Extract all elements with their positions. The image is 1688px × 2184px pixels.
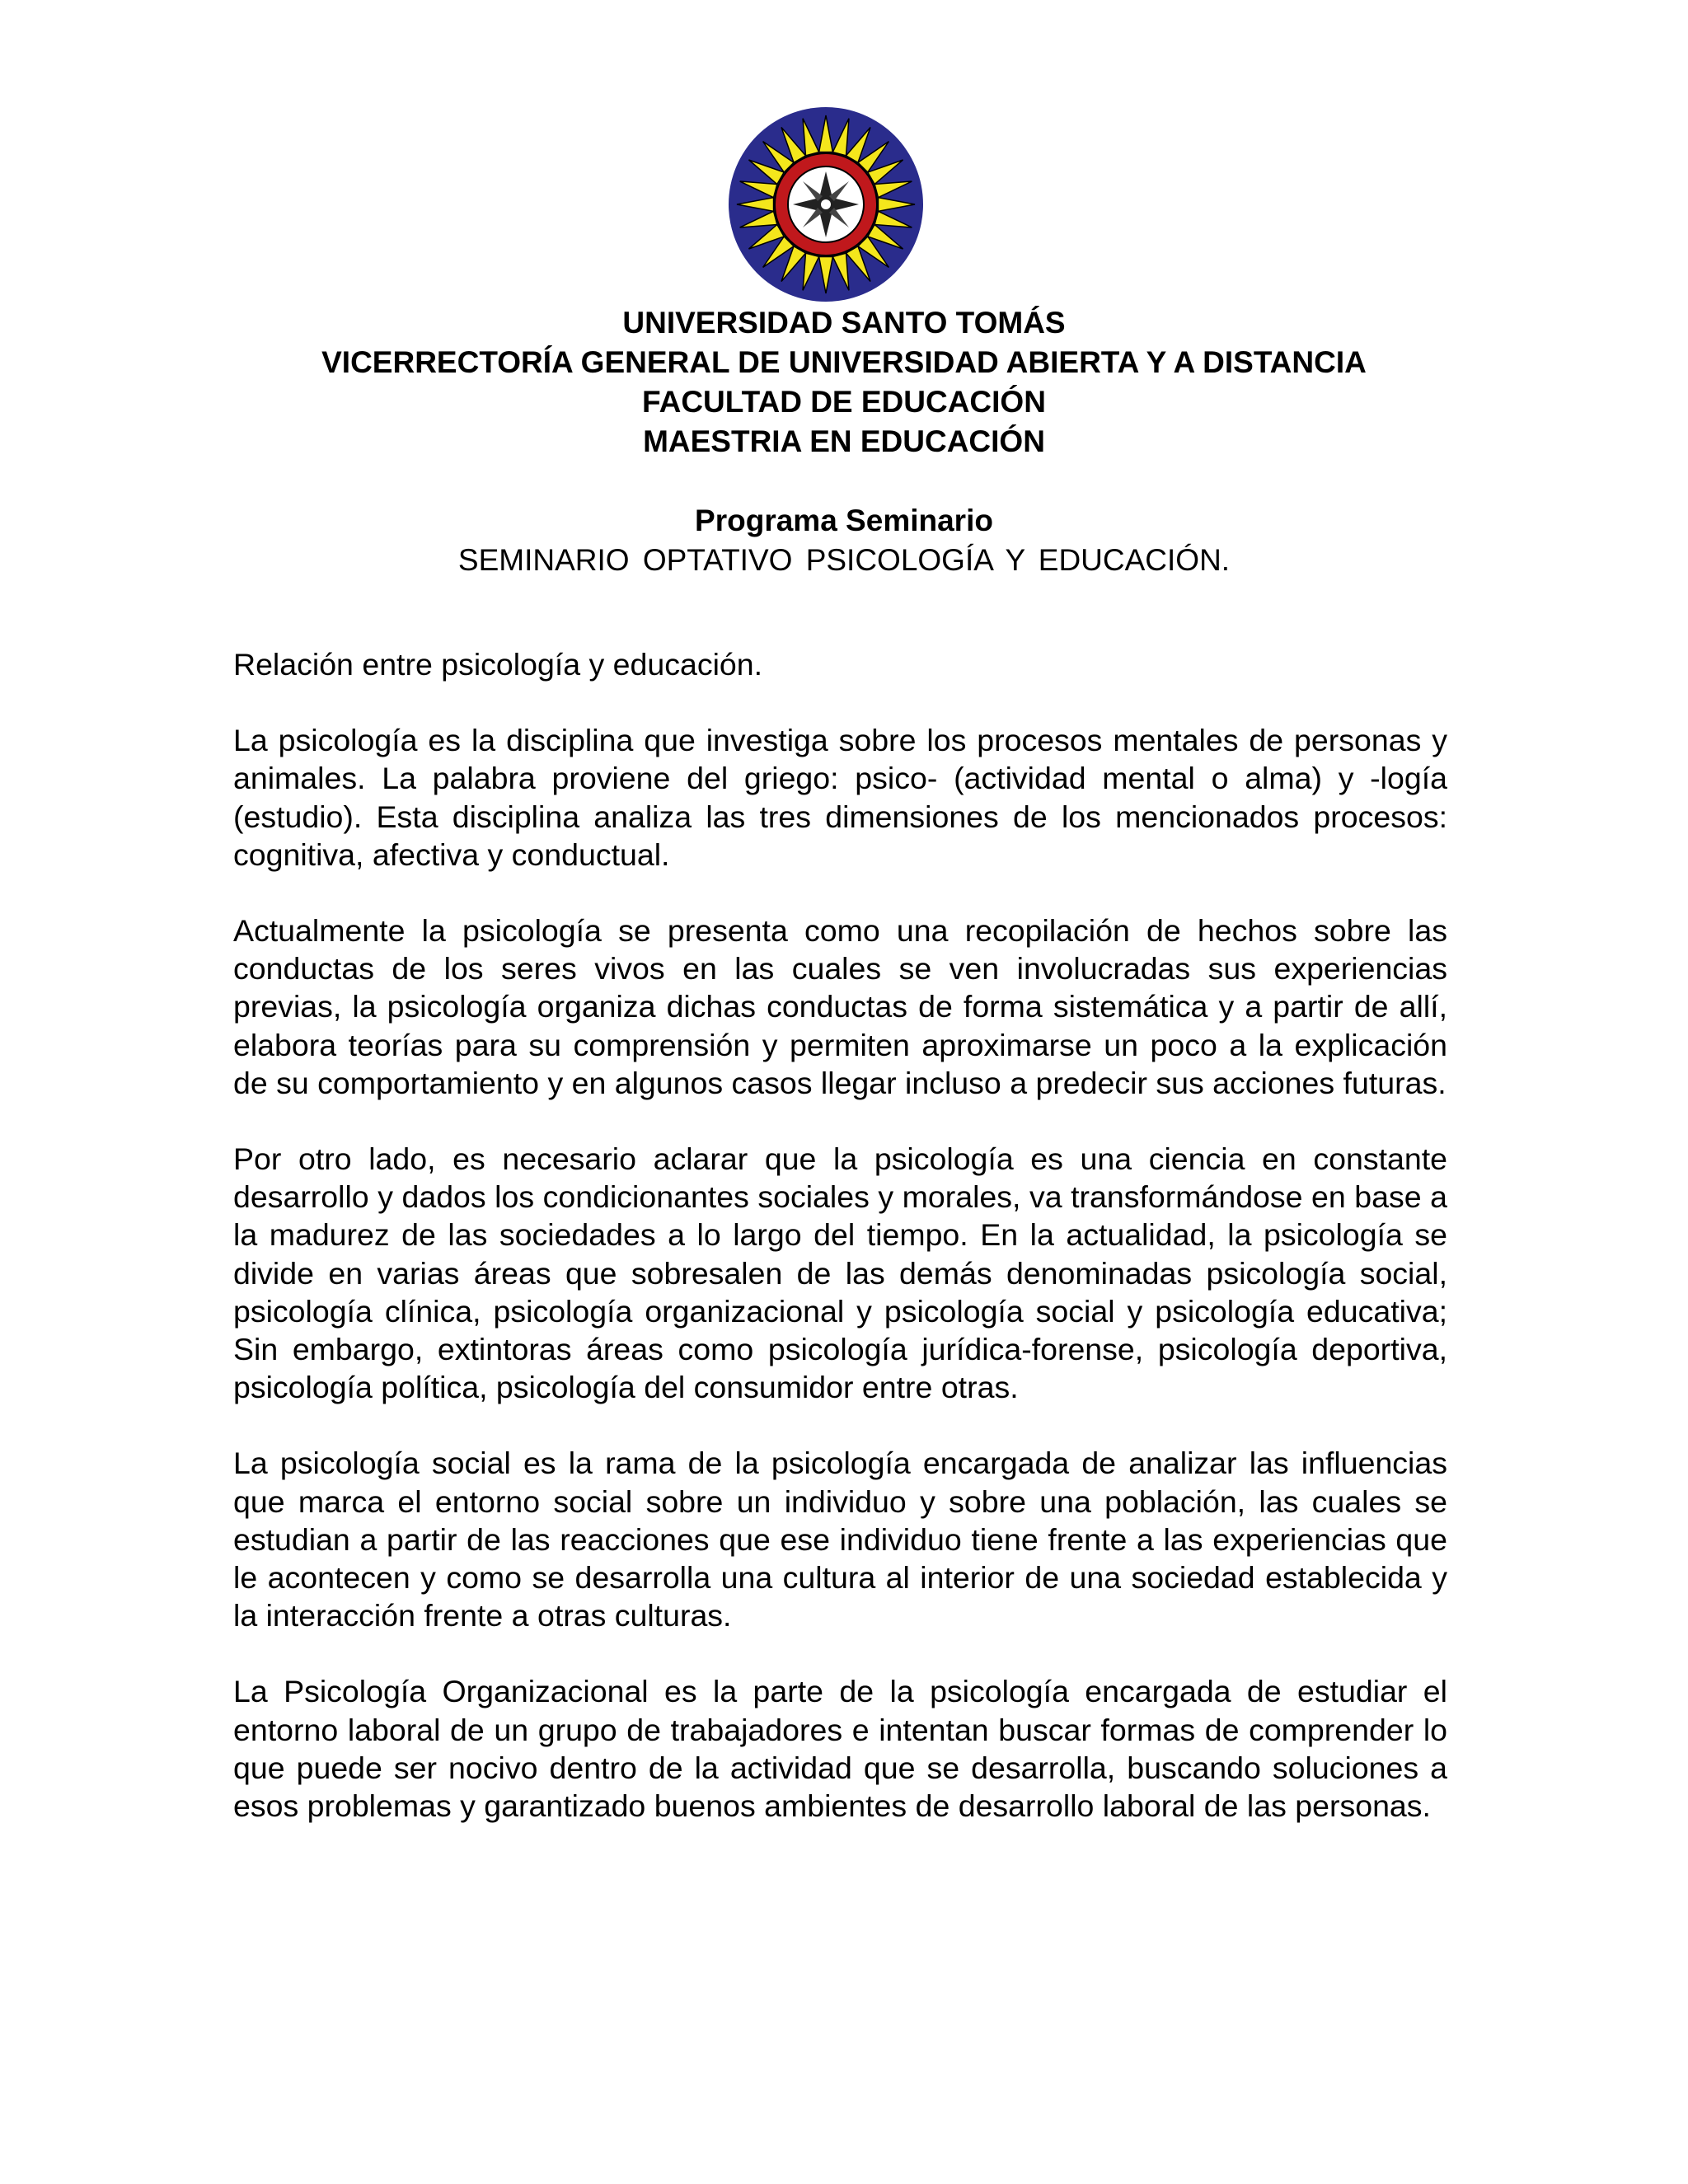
- document-header: [0, 303, 1688, 580]
- paragraph-definition: La psicología es la disciplina que investiga sobre los procesos mentales de personas y animales. La palabra proviene del griego: psico- (actividad mental o alma) y -logía (estudio). Esta disciplina analiza las tres dimensiones de los mencionados procesos: cognitiva, afectiva y conductual.: [233, 723, 1447, 872]
- university-name: UNIVERSIDAD SANTO TOMÁS: [622, 306, 1066, 340]
- university-seal-logo: [727, 105, 925, 303]
- faculty-name: FACULTAD DE EDUCACIÓN: [642, 385, 1046, 419]
- paragraph-organizational-psychology: La Psicología Organizacional es la parte de la psicología encargada de estudiar el entorno laboral de un grupo de trabajadores e intentan buscar formas de comprender lo que puede ser nocivo dentro de la actividad que se desarrolla, buscando soluciones a esos problemas y garantizado buenos ambientes de desarrollo laboral de las personas.: [233, 1674, 1447, 1824]
- program-label: Programa Seminario: [695, 504, 993, 537]
- seal-cross-icon: [793, 171, 859, 237]
- paragraph-areas: Por otro lado, es necesario aclarar que la psicología es una ciencia en constante desarrollo y dados los condicionantes sociales y morales, va transformándose en base a la madurez de las sociedades a lo largo del tiempo. En la actualidad, la psicología se divide en varias áreas que sobresalen de las demás denominadas psicología social, psicología clínica, psicología organizacional y psicología social y psicología educativa; Sin embargo, extintoras áreas como psicología jurídica-forense, psicología deportiva, psicología política, psicología del consumidor entre otras.: [233, 1141, 1447, 1405]
- seminar-title: SEMINARIO OPTATIVO PSICOLOGÍA Y EDUCACIÓN.: [457, 543, 1231, 577]
- paragraph-social-psychology: La psicología social es la rama de la psicología encargada de analizar las influencias que marca el entorno social sobre un individuo y sobre una población, las cuales se estudian a partir de las reacciones que ese individuo tiene frente a las experiencias que le acontecen y como se desarrolla una cultura al interior de una sociedad establecida y la interacción frente a otras culturas.: [233, 1446, 1447, 1633]
- vice-rectorate-name: VICERRECTORÍA GENERAL DE UNIVERSIDAD ABIERTA Y A DISTANCIA: [321, 345, 1367, 379]
- document-body: [233, 645, 1447, 1863]
- program-name: MAESTRIA EN EDUCACIÓN: [643, 424, 1045, 458]
- paragraph-current-psychology: Actualmente la psicología se presenta como una recopilación de hechos sobre las conductas de los seres vivos en las cuales se ven involucradas sus experiencias previas, la psicología organiza dichas conductas de forma sistemática y a partir de allí, elabora teorías para su comprensión y permiten aproximarse un poco a la explicación de su comportamiento y en algunos casos llegar incluso a predecir sus acciones futuras.: [233, 913, 1447, 1100]
- section-heading: Relación entre psicología y educación.: [233, 647, 763, 682]
